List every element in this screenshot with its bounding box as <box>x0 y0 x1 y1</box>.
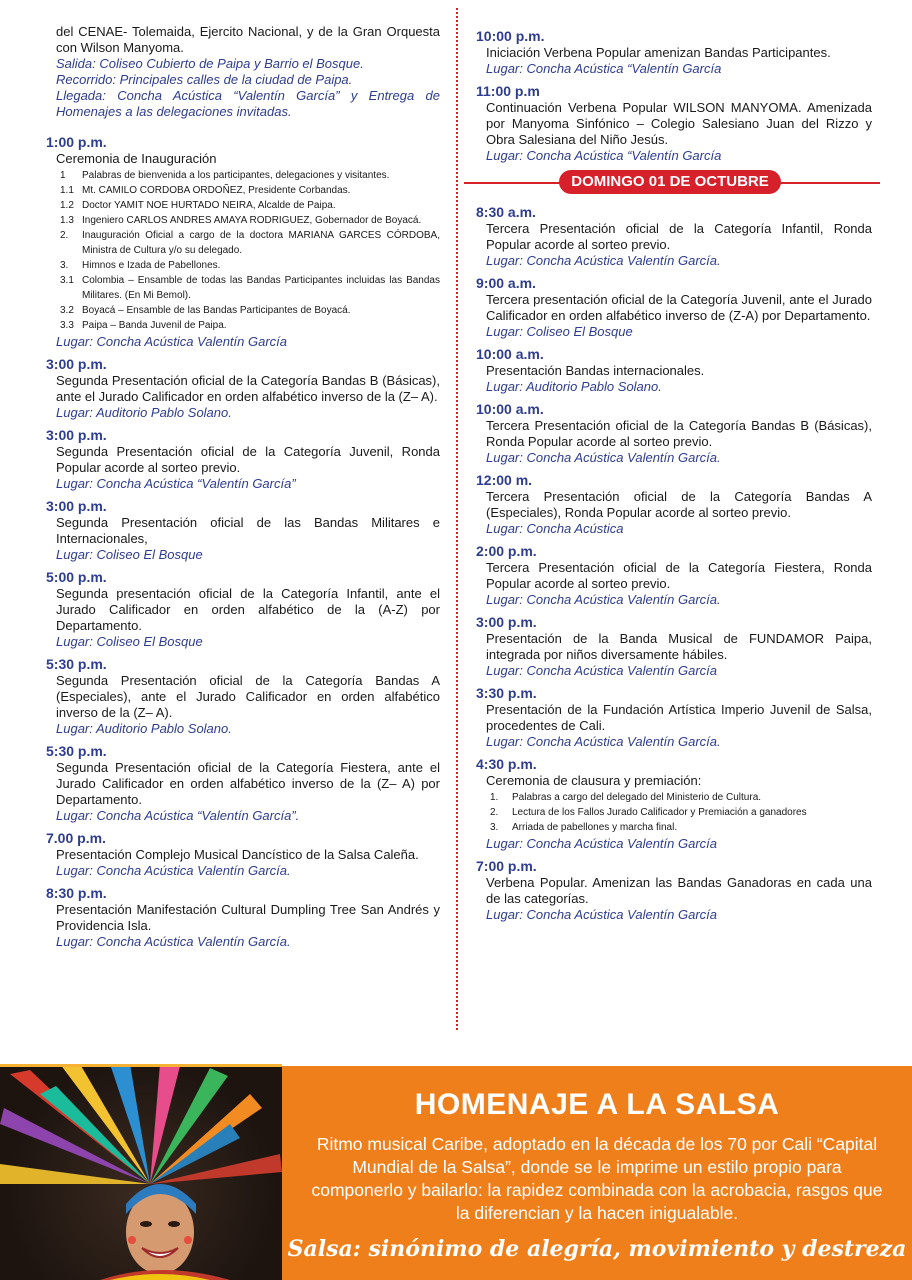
subitem-text: Himnos e Izada de Pabellones. <box>82 260 221 271</box>
event-place: Lugar: Concha Acústica “Valentín García <box>486 61 722 76</box>
subitem-number: 1.3 <box>60 215 74 226</box>
event-time: 7.00 p.m. <box>46 830 106 846</box>
schedule-event <box>476 83 872 164</box>
event-time: 3:00 p.m. <box>476 614 537 630</box>
schedule-event <box>476 275 872 340</box>
schedule-event <box>476 204 872 269</box>
event-place: Lugar: Concha Acústica Valentín García <box>486 907 717 922</box>
event-place: Lugar: Coliseo El Bosque <box>56 547 203 562</box>
event-subitem <box>60 198 440 213</box>
event-time: 8:30 a.m. <box>476 204 536 220</box>
intro-block <box>46 24 440 120</box>
event-place: Lugar: Concha Acústica Valentín García <box>486 836 717 851</box>
dancer-illustration <box>0 1064 282 1280</box>
event-time: 4:30 p.m. <box>476 756 537 772</box>
event-description: Segunda Presentación oficial de la Categoría Fiestera, ante el Jurado Calificador en orden alfabético inverso de la (Z– A) por Departamento. <box>56 760 440 807</box>
subitem-text: Ingeniero CARLOS ANDRES AMAYA RODRIGUEZ, Gobernador de Boyacá. <box>82 215 422 226</box>
event-description: Presentación Complejo Musical Dancístico de la Salsa Caleña. <box>56 847 419 862</box>
banner-slogan: Salsa: sinónimo de alegría, movimiento y destreza <box>287 1236 907 1262</box>
event-description: Iniciación Verbena Popular amenizan Bandas Participantes. <box>486 45 831 60</box>
subitem-number: 2. <box>60 230 69 241</box>
event-subitem <box>490 805 872 820</box>
event-description: Presentación Bandas internacionales. <box>486 363 705 378</box>
event-time: 2:00 p.m. <box>476 543 537 559</box>
schedule-event <box>46 830 440 879</box>
event-subitem <box>60 318 440 333</box>
schedule-event <box>476 543 872 608</box>
subitem-number: 3.1 <box>60 275 74 286</box>
day-title: DOMINGO 01 DE OCTUBRE <box>559 170 781 194</box>
event-subitem <box>490 790 872 805</box>
event-place: Lugar: Coliseo El Bosque <box>486 324 633 339</box>
schedule-event <box>476 756 872 852</box>
schedule-event <box>46 498 440 563</box>
schedule-event <box>476 685 872 750</box>
event-place: Lugar: Coliseo El Bosque <box>56 634 203 649</box>
event-description: Tercera Presentación oficial de la Categoría Bandas B (Básicas), Ronda Popular acorde al sorteo previo. <box>486 418 872 449</box>
event-place: Lugar: Concha Acústica <box>486 521 624 536</box>
schedule-event <box>476 346 872 395</box>
event-description: Continuación Verbena Popular WILSON MANYOMA. Amenizada por Manyoma Sinfónico – Colegio Salesiano Juan del Rizzo y Obra Salesiana del Niño Jesús. <box>486 100 872 147</box>
event-time: 5:00 p.m. <box>46 569 107 585</box>
event-place: Lugar: Concha Acústica Valentín García. <box>56 934 291 949</box>
event-sublist <box>60 168 440 333</box>
event-subitem <box>60 228 440 258</box>
subitem-text: Paipa – Banda Juvenil de Paipa. <box>82 320 227 331</box>
event-place: Lugar: Concha Acústica “Valentín García”. <box>56 808 300 823</box>
event-place: Lugar: Auditorio Pablo Solano. <box>56 405 232 420</box>
subitem-text: Boyacá – Ensamble de las Bandas Participantes de Boyacá. <box>82 305 351 316</box>
column-divider <box>456 8 458 1030</box>
event-place: Lugar: Concha Acústica Valentín García. <box>56 863 291 878</box>
schedule-event <box>46 656 440 737</box>
event-place: Lugar: Auditorio Pablo Solano. <box>56 721 232 736</box>
dancer-photo <box>0 1064 282 1280</box>
photo-top-line <box>0 1064 282 1067</box>
subitem-text: Arriada de pabellones y marcha final. <box>512 822 678 833</box>
event-time: 5:30 p.m. <box>46 656 107 672</box>
event-place: Lugar: Concha Acústica Valentín García <box>486 663 717 678</box>
event-description: Presentación de la Fundación Artística Imperio Juvenil de Salsa, procedentes de Cali. <box>486 702 872 733</box>
dancer-face <box>126 1184 196 1274</box>
subitem-text: Inauguración Oficial a cargo de la doctora MARIANA GARCES CÓRDOBA, Ministra de Cultura y/o su delegado. <box>82 230 440 256</box>
event-time: 10:00 a.m. <box>476 346 544 362</box>
event-place: Lugar: Concha Acústica Valentín García. <box>486 450 721 465</box>
intro-arrival: Llegada: Concha Acústica “Valentín García” y Entrega de Homenajes a las delegaciones invitadas. <box>56 88 440 119</box>
event-description: Segunda Presentación oficial de las Bandas Militares e Internacionales, <box>56 515 440 546</box>
schedule-event <box>476 858 872 923</box>
right-column <box>476 28 872 929</box>
banner-body: Ritmo musical Caribe, adoptado en la década de los 70 por Cali “Capital Mundial de la Salsa”, donde se le imprime un estilo propio para componerlo y bailarlo: la rapidez combinada con la acrobacia, rasgos que la diferencian y la hacen inigualable. <box>311 1134 883 1223</box>
subitem-text: Palabras de bienvenida a los participantes, delegaciones y visitantes. <box>82 170 390 181</box>
event-description: Ceremonia de clausura y premiación: <box>486 773 702 788</box>
event-description: Segunda Presentación oficial de la Categoría Bandas A (Especiales), ante el Jurado Calificador en orden alfabético inverso de la (Z– A). <box>56 673 440 720</box>
schedule-event <box>46 743 440 824</box>
event-time: 5:30 p.m. <box>46 743 107 759</box>
event-description: Presentación Manifestación Cultural Dumpling Tree San Andrés y Providencia Isla. <box>56 902 440 933</box>
subitem-number: 3. <box>490 822 499 833</box>
right-event-list-saturday <box>476 28 872 164</box>
day-banner <box>464 170 880 196</box>
schedule-event <box>476 472 872 537</box>
intro-departure: Salida: Coliseo Cubierto de Paipa y Barrio el Bosque. <box>56 56 364 71</box>
subitem-number: 2. <box>490 807 499 818</box>
subitem-number: 3. <box>60 260 69 271</box>
subitem-text: Lectura de los Fallos Jurado Calificador y Premiación a ganadores <box>512 807 807 818</box>
event-description: Segunda Presentación oficial de la Categoría Juvenil, Ronda Popular acorde al sorteo previo. <box>56 444 440 475</box>
event-place: Lugar: Auditorio Pablo Solano. <box>486 379 662 394</box>
schedule-event <box>476 614 872 679</box>
subitem-number: 1. <box>490 792 499 803</box>
event-place: Lugar: Concha Acústica Valentín García <box>56 334 287 349</box>
salsa-banner <box>0 1064 912 1280</box>
schedule-event <box>46 134 440 350</box>
event-subitem <box>490 820 872 835</box>
costume-shoulder <box>100 1270 230 1280</box>
subitem-text: Colombia – Ensamble de todas las Bandas Participantes incluidas las Bandas Militares. (En Mi Bemol). <box>82 275 440 301</box>
event-description: Segunda presentación oficial de la Categoría Infantil, ante el Jurado Calificador en orden alfabético de la (A-Z) por Departamento. <box>56 586 440 633</box>
event-description: Tercera Presentación oficial de la Categoría Infantil, Ronda Popular acorde al sorteo previo. <box>486 221 872 252</box>
event-time: 12:00 m. <box>476 472 533 488</box>
event-time: 8:30 p.m. <box>46 885 107 901</box>
left-event-list <box>46 134 440 950</box>
left-column <box>46 24 440 956</box>
subitem-text: Doctor YAMIT NOE HURTADO NEIRA, Alcalde de Paipa. <box>82 200 336 211</box>
event-time: 3:00 p.m. <box>46 427 107 443</box>
intro-route: Recorrido: Principales calles de la ciudad de Paipa. <box>56 72 353 87</box>
event-description: Tercera Presentación oficial de la Categoría Bandas A (Especiales), Ronda Popular acorde al sorteo previo. <box>486 489 872 520</box>
schedule-event <box>476 28 872 77</box>
event-description: Ceremonia de Inauguración <box>56 151 217 166</box>
subitem-number: 3.3 <box>60 320 74 331</box>
event-subitem <box>60 168 440 183</box>
banner-title: HOMENAJE A LA SALSA <box>414 1088 780 1121</box>
event-time: 11:00 p.m <box>476 83 540 99</box>
event-description: Presentación de la Banda Musical de FUNDAMOR Paipa, integrada por niños diversamente hábiles. <box>486 631 872 662</box>
event-time: 10:00 a.m. <box>476 401 544 417</box>
event-time: 1:00 p.m. <box>46 134 107 150</box>
event-subitem <box>60 303 440 318</box>
subitem-number: 3.2 <box>60 305 74 316</box>
event-time: 3:00 p.m. <box>46 356 107 372</box>
subitem-text: Mt. CAMILO CORDOBA ORDOÑEZ, Presidente Corbandas. <box>82 185 351 196</box>
event-place: Lugar: Concha Acústica Valentín García. <box>486 734 721 749</box>
event-time: 10:00 p.m. <box>476 28 545 44</box>
event-place: Lugar: Concha Acústica “Valentín García <box>486 148 722 163</box>
right-event-list-sunday <box>476 204 872 923</box>
event-description: Tercera presentación oficial de la Categoría Juvenil, ante el Jurado Calificador en orden alfabético inverso de (Z-A) por Departamento. <box>486 292 872 323</box>
subitem-number: 1.2 <box>60 200 74 211</box>
event-time: 3:00 p.m. <box>46 498 107 514</box>
schedule-event <box>46 356 440 421</box>
schedule-event <box>46 427 440 492</box>
event-description: Segunda Presentación oficial de la Categoría Bandas B (Básicas), ante el Jurado Calificador en orden alfabético inverso de la (Z– A). <box>56 373 440 404</box>
schedule-event <box>476 401 872 466</box>
event-subitem <box>60 183 440 198</box>
event-time: 7:00 p.m. <box>476 858 537 874</box>
event-place: Lugar: Concha Acústica “Valentín García” <box>56 476 296 491</box>
event-subitem <box>60 213 440 228</box>
schedule-event <box>46 569 440 650</box>
subitem-number: 1.1 <box>60 185 74 196</box>
event-subitem <box>60 273 440 303</box>
event-place: Lugar: Concha Acústica Valentín García. <box>486 253 721 268</box>
event-subitem <box>60 258 440 273</box>
event-description: Verbena Popular. Amenizan las Bandas Ganadoras en cada una de las categorías. <box>486 875 872 906</box>
event-sublist <box>490 790 872 835</box>
schedule-event <box>46 885 440 950</box>
subitem-text: Palabras a cargo del delegado del Ministerio de Cultura. <box>512 792 762 803</box>
banner-text-panel <box>282 1066 912 1280</box>
subitem-number: 1 <box>60 170 66 181</box>
event-time: 9:00 a.m. <box>476 275 536 291</box>
intro-text: del CENAE- Tolemaida, Ejercito Nacional, y de la Gran Orquesta con Wilson Manyoma. <box>56 24 440 55</box>
event-place: Lugar: Concha Acústica Valentín García. <box>486 592 721 607</box>
headdress-feathers <box>0 1064 282 1184</box>
event-time: 3:30 p.m. <box>476 685 537 701</box>
event-description: Tercera Presentación oficial de la Categoría Fiestera, Ronda Popular acorde al sorteo previo. <box>486 560 872 591</box>
